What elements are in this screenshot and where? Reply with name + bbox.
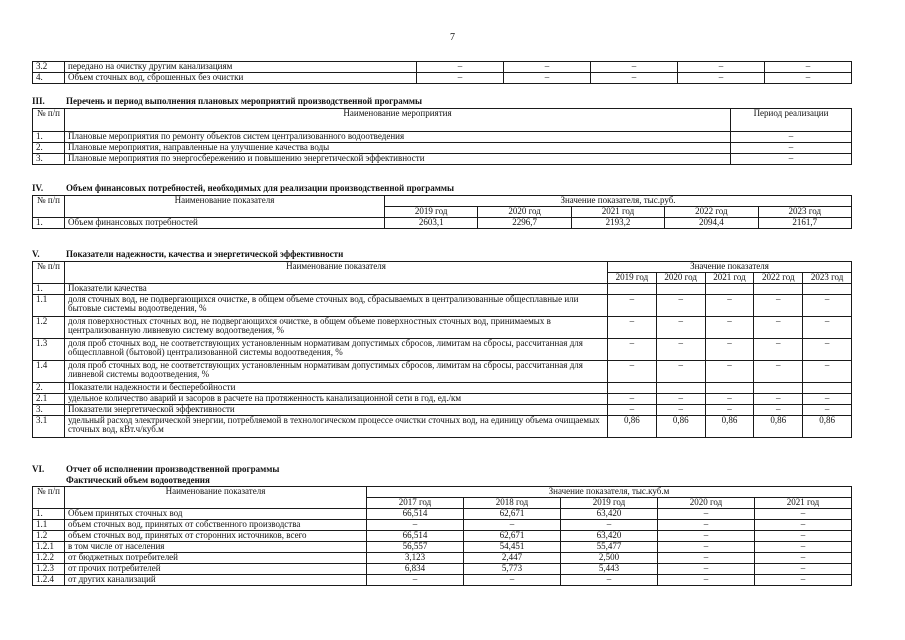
row-value: – xyxy=(658,575,755,586)
row-number: 1.2 xyxy=(33,531,65,542)
header-value: Значение показателя, тыс.руб. xyxy=(385,196,852,207)
year-header: 2023 год xyxy=(758,207,851,218)
table-row xyxy=(33,339,852,361)
table-row xyxy=(33,542,852,553)
year-header: 2023 год xyxy=(803,273,852,284)
header-name: Наименование мероприятия xyxy=(65,109,731,132)
row-value: 0,86 xyxy=(754,416,803,438)
row-value: – xyxy=(705,361,754,383)
row-value: – xyxy=(608,317,657,339)
row-value: – xyxy=(504,62,591,73)
year-header: 2019 год xyxy=(561,498,658,509)
table-row xyxy=(33,143,852,154)
row-number: 1.2 xyxy=(33,317,65,339)
row-number: 1. xyxy=(33,509,65,520)
year-header: 2020 год xyxy=(658,498,755,509)
row-value: – xyxy=(803,317,852,339)
row-value: – xyxy=(754,295,803,317)
year-header: 2019 год xyxy=(608,273,657,284)
row-number: 1.1 xyxy=(33,520,65,531)
row-value: – xyxy=(658,531,755,542)
row-name: доля сточных вод, не подвергающихся очистке, в общем объеме сточных вод, сбрасываемых в централизованные общесплавные или бытовые системы водоотведения, % xyxy=(65,295,608,317)
header-num: № п/п xyxy=(33,487,65,509)
row-name: Объем финансовых потребностей xyxy=(65,218,385,229)
row-name: Показатели энергетической эффективности xyxy=(65,405,608,416)
table-row xyxy=(33,284,852,295)
row-number: 1.2.2 xyxy=(33,553,65,564)
row-name: удельный расход электрической энергии, потребляемой в технологическом процессе очистки сточных вод, на единицу объема очищаемых сточных вод, кВт.ч/куб.м xyxy=(65,416,608,438)
row-number: 2. xyxy=(33,143,65,154)
row-value: – xyxy=(608,295,657,317)
row-value: – xyxy=(754,394,803,405)
year-header: 2020 год xyxy=(478,207,571,218)
section-4 xyxy=(32,184,852,229)
row-value: 0,86 xyxy=(656,416,705,438)
row-value: – xyxy=(754,405,803,416)
row-value: 2296,7 xyxy=(478,218,571,229)
header-num: № п/п xyxy=(33,262,65,284)
row-value: – xyxy=(608,339,657,361)
row-value: – xyxy=(755,575,852,586)
row-value: – xyxy=(803,405,852,416)
header-name: Наименование показателя xyxy=(65,262,608,284)
row-value: – xyxy=(608,394,657,405)
row-value xyxy=(608,383,657,394)
row-name: удельное количество аварий и засоров в расчете на протяженность канализационной сети в год, ед./км xyxy=(65,394,608,405)
row-value xyxy=(754,383,803,394)
section-3-table xyxy=(32,108,852,165)
year-header: 2020 год xyxy=(656,273,705,284)
year-header: 2022 год xyxy=(665,207,758,218)
row-name: доля поверхностных сточных вод, не подвергающихся очистке, в общем объеме поверхностных сточных вод, принимаемых в централизованную ливневую систему водоотведения, % xyxy=(65,317,608,339)
table-row xyxy=(33,394,852,405)
row-value: – xyxy=(803,394,852,405)
table-row xyxy=(33,62,852,73)
row-number: 3. xyxy=(33,154,65,165)
header-value: Значение показателя, тыс.куб.м xyxy=(367,487,852,498)
row-value: 3,123 xyxy=(367,553,464,564)
row-value xyxy=(705,383,754,394)
section-6-subtitle: Фактический объем водоотведения xyxy=(66,475,210,485)
year-header: 2017 год xyxy=(367,498,464,509)
row-value: – xyxy=(608,361,657,383)
table-row xyxy=(33,154,852,165)
header-name: Наименование показателя xyxy=(65,487,367,509)
row-name: от бюджетных потребителей xyxy=(65,553,367,564)
section-3-title: Перечень и период выполнения плановых мероприятий производственной программы xyxy=(66,96,423,106)
year-header: 2021 год xyxy=(755,498,852,509)
row-name: Показатели надежности и бесперебойности xyxy=(65,383,608,394)
section-4-number: IV. xyxy=(32,183,44,193)
row-value: 2,500 xyxy=(561,553,658,564)
row-value: 66,514 xyxy=(367,509,464,520)
row-value: – xyxy=(658,542,755,553)
row-value: 5,773 xyxy=(464,564,561,575)
row-period: – xyxy=(731,143,852,154)
row-name: Плановые мероприятия по энергосбережению и повышению энергетической эффективности xyxy=(65,154,731,165)
row-value: – xyxy=(755,542,852,553)
row-value: 54,451 xyxy=(464,542,561,553)
row-value: 0,86 xyxy=(803,416,852,438)
section-5-heading xyxy=(32,250,852,261)
section-4-table xyxy=(32,195,852,229)
row-name: от других канализаций xyxy=(65,575,367,586)
row-value: 2603,1 xyxy=(385,218,478,229)
row-value: – xyxy=(803,295,852,317)
year-header: 2021 год xyxy=(571,207,664,218)
row-name: Объем принятых сточных вод xyxy=(65,509,367,520)
row-value: – xyxy=(705,339,754,361)
table-row xyxy=(33,73,852,84)
row-value: – xyxy=(561,520,658,531)
row-value: 62,671 xyxy=(464,531,561,542)
row-number: 2.1 xyxy=(33,394,65,405)
year-header: 2021 год xyxy=(705,273,754,284)
table-row xyxy=(33,132,852,143)
row-value: 55,477 xyxy=(561,542,658,553)
table-row xyxy=(33,531,852,542)
section-6 xyxy=(32,465,852,586)
row-value: – xyxy=(656,295,705,317)
row-name: объем сточных вод, принятых от сторонних источников, всего xyxy=(65,531,367,542)
row-value: – xyxy=(705,295,754,317)
row-value: 2094,4 xyxy=(665,218,758,229)
row-value: – xyxy=(367,520,464,531)
row-value: 2193,2 xyxy=(571,218,664,229)
row-value: – xyxy=(656,394,705,405)
year-header: 2019 год xyxy=(385,207,478,218)
row-value: 62,671 xyxy=(464,509,561,520)
row-value: 66,514 xyxy=(367,531,464,542)
row-value: 2161,7 xyxy=(758,218,851,229)
row-number: 1.3 xyxy=(33,339,65,361)
top-table xyxy=(32,61,852,84)
row-name: в том числе от населения xyxy=(65,542,367,553)
row-value: – xyxy=(705,317,754,339)
row-name: Объем сточных вод, сброшенных без очистки xyxy=(65,73,417,84)
row-value: – xyxy=(658,553,755,564)
row-number: 1.2.3 xyxy=(33,564,65,575)
year-header: 2022 год xyxy=(754,273,803,284)
section-3-heading xyxy=(32,97,852,108)
table-row xyxy=(33,361,852,383)
table-row xyxy=(33,218,852,229)
row-value: 2,447 xyxy=(464,553,561,564)
row-value: – xyxy=(464,575,561,586)
table-row xyxy=(33,564,852,575)
row-value xyxy=(656,383,705,394)
section-5-number: V. xyxy=(32,249,40,259)
top-table-block xyxy=(32,61,852,84)
row-value: – xyxy=(755,509,852,520)
section-5-table xyxy=(32,261,852,438)
table-row xyxy=(33,383,852,394)
row-value: 63,420 xyxy=(561,509,658,520)
row-number: 1.1 xyxy=(33,295,65,317)
section-4-title: Объем финансовых потребностей, необходимых для реализации производственной программы xyxy=(66,183,455,193)
row-name: Плановые мероприятия, направленные на улучшение качества воды xyxy=(65,143,731,154)
table-row xyxy=(33,575,852,586)
row-number: 1.2.4 xyxy=(33,575,65,586)
row-value: – xyxy=(656,339,705,361)
section-5 xyxy=(32,250,852,438)
row-value: 5,443 xyxy=(561,564,658,575)
row-value: – xyxy=(658,520,755,531)
section-4-heading xyxy=(32,184,852,195)
table-row xyxy=(33,295,852,317)
row-value: – xyxy=(656,405,705,416)
row-name: доля проб сточных вод, не соответствующих установленным нормативам допустимых сбросов, лимитам на сбросы, рассчитанная для ливневой системы водоотведения, % xyxy=(65,361,608,383)
section-6-table xyxy=(32,486,852,586)
year-header: 2018 год xyxy=(464,498,561,509)
row-name: Плановые мероприятия по ремонту объектов систем централизованного водоотведения xyxy=(65,132,731,143)
row-value xyxy=(754,284,803,295)
row-value: – xyxy=(803,361,852,383)
row-value: – xyxy=(561,575,658,586)
section-3 xyxy=(32,97,852,165)
row-number: 4. xyxy=(33,73,65,84)
row-period: – xyxy=(731,154,852,165)
row-value: – xyxy=(755,531,852,542)
row-value xyxy=(803,383,852,394)
row-value: – xyxy=(504,73,591,84)
header-num: № п/п xyxy=(33,109,65,132)
row-name: передано на очистку другим канализациям xyxy=(65,62,417,73)
row-value: 0,86 xyxy=(608,416,657,438)
row-value: – xyxy=(755,553,852,564)
row-value: – xyxy=(754,317,803,339)
row-value: – xyxy=(658,564,755,575)
row-value: – xyxy=(417,73,504,84)
row-number: 1. xyxy=(33,132,65,143)
row-value xyxy=(608,284,657,295)
row-value: 0,86 xyxy=(705,416,754,438)
row-value: – xyxy=(367,575,464,586)
header-value: Значение показателя xyxy=(608,262,852,273)
section-6-number: VI. xyxy=(32,464,45,474)
table-row xyxy=(33,509,852,520)
table-row xyxy=(33,520,852,531)
table-row xyxy=(33,416,852,438)
section-6-title: Отчет об исполнении производственной программы xyxy=(66,464,280,474)
row-name: доля проб сточных вод, не соответствующих установленным нормативам допустимых сбросов, лимитам на сбросы, рассчитанная для общесплавной (бытовой) централизованной системы водоотведения, % xyxy=(65,339,608,361)
row-value xyxy=(803,284,852,295)
row-number: 1.4 xyxy=(33,361,65,383)
section-5-title: Показатели надежности, качества и энергетической эффективности xyxy=(66,249,344,259)
row-value: 6,834 xyxy=(367,564,464,575)
table-row xyxy=(33,553,852,564)
row-name: от прочих потребителей xyxy=(65,564,367,575)
header-name: Наименование показателя xyxy=(65,196,385,218)
table-row xyxy=(33,405,852,416)
row-value: – xyxy=(591,62,678,73)
row-value: – xyxy=(754,339,803,361)
row-value: – xyxy=(656,317,705,339)
row-number: 1. xyxy=(33,284,65,295)
row-value: – xyxy=(658,509,755,520)
row-value: – xyxy=(803,339,852,361)
row-value: – xyxy=(755,564,852,575)
row-value: – xyxy=(765,73,852,84)
row-value: – xyxy=(765,62,852,73)
row-value: – xyxy=(678,73,765,84)
page-number: 7 xyxy=(450,32,455,43)
row-value xyxy=(705,284,754,295)
row-number: 3.1 xyxy=(33,416,65,438)
row-value: – xyxy=(755,520,852,531)
row-value: – xyxy=(705,394,754,405)
header-period: Период реализации xyxy=(731,109,852,132)
row-number: 2. xyxy=(33,383,65,394)
row-value: – xyxy=(705,405,754,416)
row-value: – xyxy=(464,520,561,531)
row-number: 3. xyxy=(33,405,65,416)
row-value: – xyxy=(754,361,803,383)
row-number: 3.2 xyxy=(33,62,65,73)
header-num: № п/п xyxy=(33,196,65,218)
row-number: 1. xyxy=(33,218,65,229)
row-value xyxy=(656,284,705,295)
row-value: – xyxy=(678,62,765,73)
row-number: 1.2.1 xyxy=(33,542,65,553)
row-value: – xyxy=(656,361,705,383)
row-value: 63,420 xyxy=(561,531,658,542)
row-value: 56,557 xyxy=(367,542,464,553)
section-3-number: III. xyxy=(32,96,45,106)
row-period: – xyxy=(731,132,852,143)
row-value: – xyxy=(591,73,678,84)
row-value: – xyxy=(608,405,657,416)
table-row xyxy=(33,317,852,339)
row-value: – xyxy=(417,62,504,73)
row-name: Показатели качества xyxy=(65,284,608,295)
row-name: объем сточных вод, принятых от собственного производства xyxy=(65,520,367,531)
